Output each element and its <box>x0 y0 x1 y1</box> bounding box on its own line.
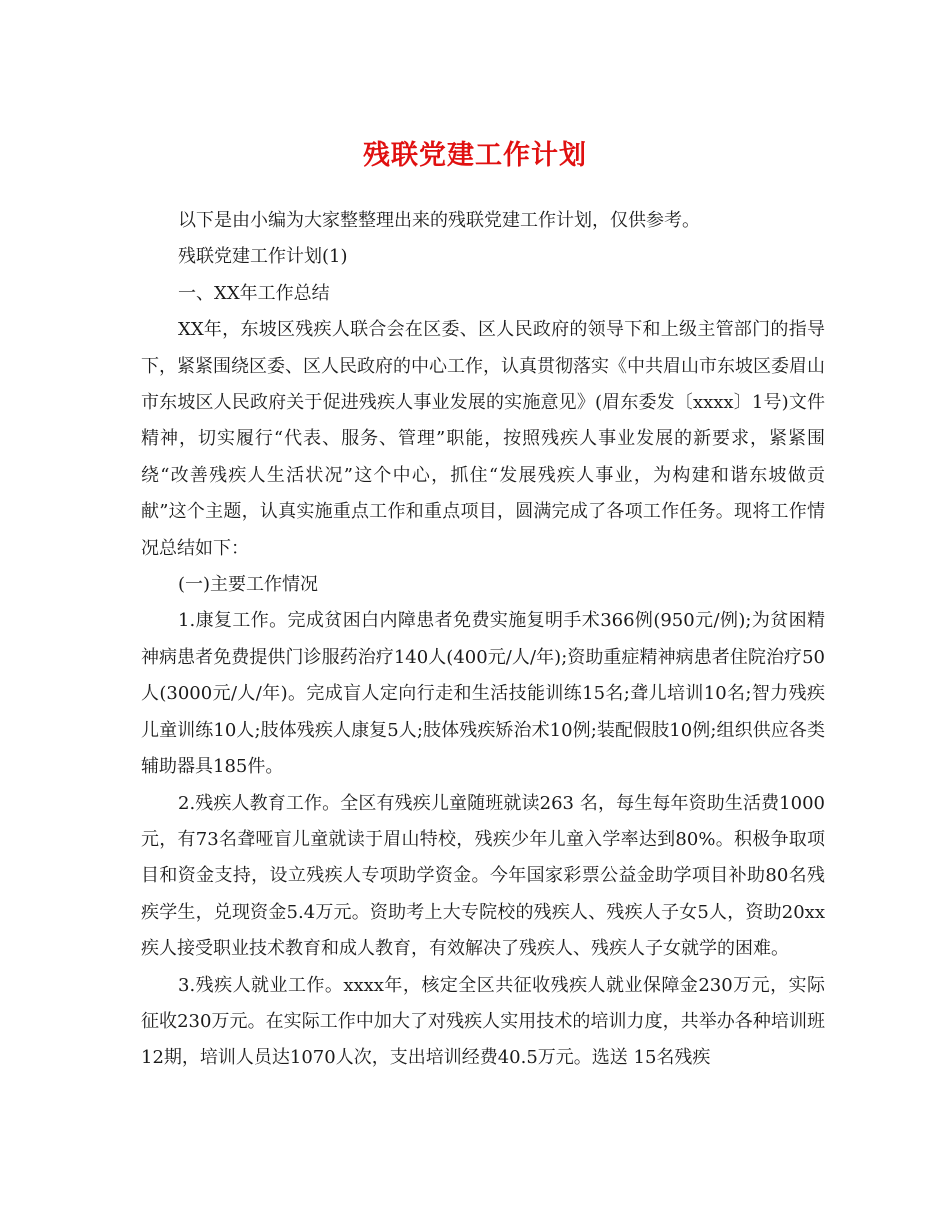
paragraph-plan-heading: 残联党建工作计划(1) <box>178 246 348 268</box>
paragraph-section-heading: 一、XX年工作总结 <box>178 282 330 304</box>
paragraph-education: 2.残疾人教育工作。全区有残疾儿童随班就读263 名，每生每年资助生活费1000元，有73名聋哑盲儿童就读于眉山特校，残疾少年儿童入学率达到80%。积极争取项目和资金支持，设立残疾人专项助学资金。今年国家彩票公益金助学项目补助80名残疾学生，兑现资金5.4万元。资助考上大专院校的残疾人、残疾人子女5人，资助20xx疾人接受职业技术教育和成人教育，有效解决了残疾人、残疾人子女就学的困难。 <box>141 792 825 960</box>
paragraph-rehabilitation: 1.康复工作。完成贫困白内障患者免费实施复明手术366例(950元/例);为贫困精神病患者免费提供门诊服药治疗140人(400元/人/年);资助重症精神病患者住院治疗50人(3000元/人/年)。完成盲人定向行走和生活技能训练15名;聋儿培训10名;智力残疾儿童训练10人;肢体残疾人康复5人;肢体残疾矫治术10例;装配假肢10例;组织供应各类辅助器具185件。 <box>141 610 825 778</box>
paragraph-employment: 3.残疾人就业工作。xxxx年，核定全区共征收残疾人就业保障金230万元，实际征收230万元。在实际工作中加大了对残疾人实用技术的培训力度，共举办各种培训班12期，培训人员达1070人次，支出培训经费40.5万元。选送 15名残疾 <box>141 974 825 1069</box>
paragraph-intro: 以下是由小编为大家整整理出来的残联党建工作计划，仅供参考。 <box>178 210 700 231</box>
paragraph-summary: XX年，东坡区残疾人联合会在区委、区人民政府的领导下和上级主管部门的指导下，紧紧围绕区委、区人民政府的中心工作，认真贯彻落实《中共眉山市东坡区委眉山市东坡区人民政府关于促进残疾人事业发展的实施意见》(眉东委发〔xxxx〕1号)文件精神，切实履行“代表、服务、管理”职能，按照残疾人事业发展的新要求，紧紧围绕“改善残疾人生活状况”这个中心，抓住“发展残疾人事业，为构建和谐东坡做贡献”这个主题，认真实施重点工作和重点项目，圆满完成了各项工作任务。现将工作情况总结如下： <box>141 319 825 559</box>
document-body <box>141 203 825 1077</box>
document-title: 残联党建工作计划 <box>363 140 587 171</box>
paragraph-subsection-heading: (一)主要工作情况 <box>178 574 319 596</box>
